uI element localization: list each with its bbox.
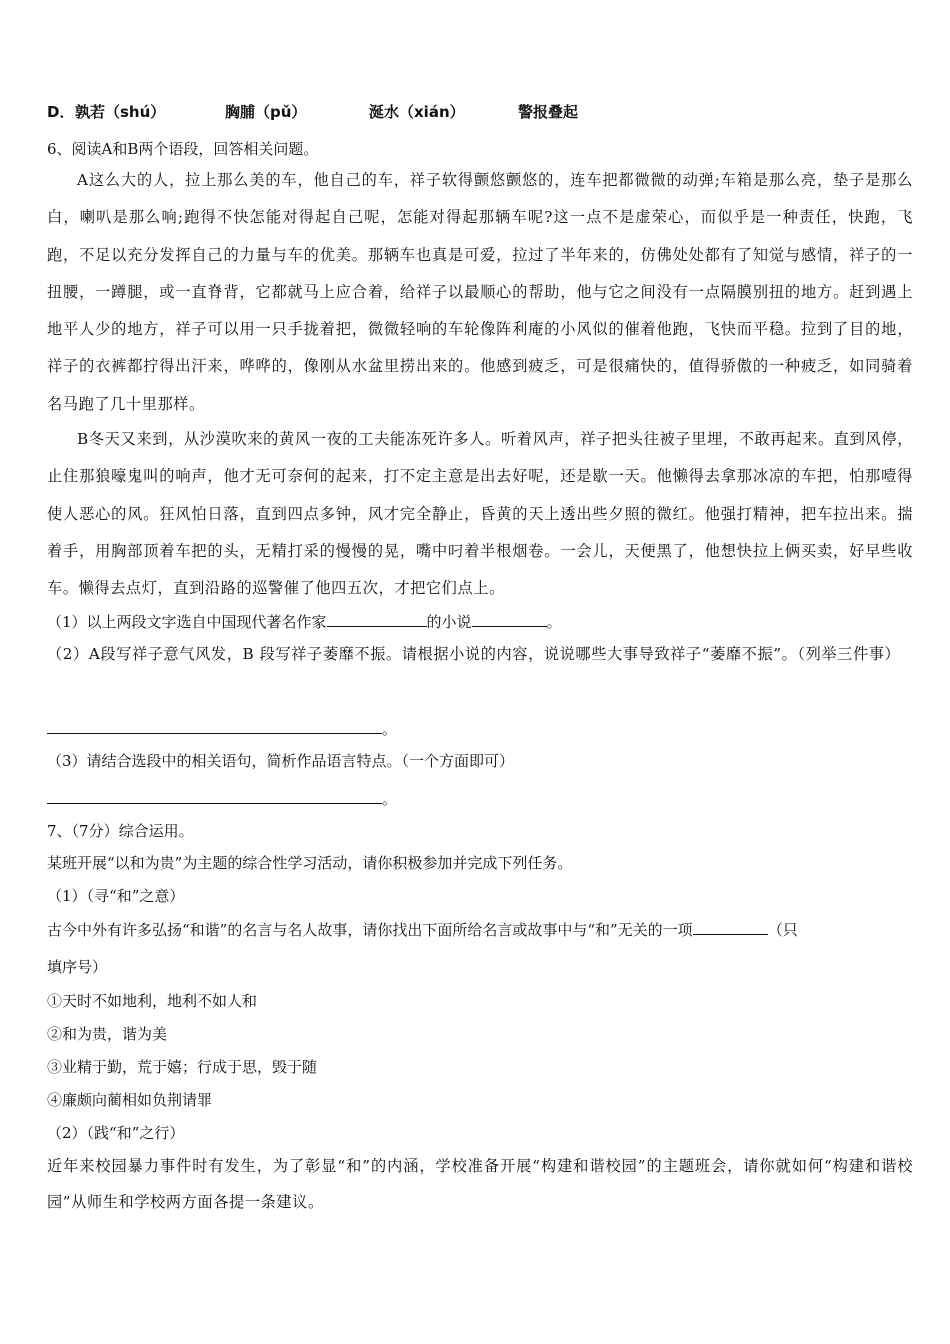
- option-d-label: D．: [47, 103, 75, 121]
- q6-passage-a: A这么大的人，拉上那么美的车，他自己的车，祥子软得颤悠颤悠的，连车把都微微的动弹;车箱是那么亮，垫子是那么白，喇叭是那么响;跑得不快怎能对得起自己呢，怎能对得起那辆车呢?这一点不是虚荣心，而似乎是一种责任，快跑，飞跑，不足以充分发挥自己的力量与车的优美。那辆车也真是可爱，拉过了半年来的，仿佛处处都有了知觉与感情，祥子的一扭腰，一蹲腿，或一直脊背，它都就马上应合着，给祥子以最顺心的帮助，他与它之间没有一点隔膜别扭的地方。赶到遇上地平人少的地方，祥子可以用一只手拢着把，微微轻响的车轮像阵利庵的小风似的催着他跑，飞快而平稳。拉到了目的地，祥子的衣裤都拧得出汗来，哗哗的，像刚从水盆里捞出来的。他感到疲乏，可是很痛快的，值得骄傲的一种疲乏，如同骑着名马跑了几十里那样。: [47, 171, 913, 413]
- q7-sub1-text-a: 古今中外有许多弘扬“和谐”的名言与名人故事，请你找出下面所给名言或故事中与“和”无关的一项: [47, 921, 693, 939]
- q6-sub2-answer: [47, 718, 397, 739]
- q6-sub1-text-a: （1）以上两段文字选自中国现代著名作家: [47, 613, 327, 631]
- author-blank[interactable]: [327, 612, 427, 627]
- q6-sub3-answer-line[interactable]: [47, 789, 382, 804]
- novel-blank[interactable]: [472, 612, 547, 627]
- q6-sub3: （3）请结合选段中的相关语句，简析作品语言特点。（一个方面即可）: [47, 752, 515, 770]
- q7-sub1-text-b-line1: （只: [767, 921, 798, 939]
- q7-sub1-title: （1）（寻“和”之意）: [47, 887, 185, 905]
- q7-sub2-title: （2）（践“和”之行）: [47, 1124, 185, 1142]
- q7-option-1: ①天时不如地利，地利不如人和: [47, 992, 258, 1010]
- q6-sub1-end: 。: [546, 613, 562, 631]
- q6-sub2: （2）A段写祥子意气风发，B 段写祥子萎靡不振。请根据小说的内容，说说哪些大事导致祥子“萎靡不振”。（列举三件事）: [47, 645, 901, 663]
- option-d-item-1: 孰若（shú）: [75, 103, 166, 121]
- q7-title: 7、（7分）综合运用。: [47, 822, 194, 840]
- q6-passage-b: B冬天又来到，从沙漠吹来的黄风一夜的工夫能冻死许多人。听着风声，祥子把头往被子里埋，不敢再起来。直到风停，止住那狼嚎鬼叫的响声，他才无可奈何的起来，打不定主意是出去好呢，还是歇一天。他懒得去拿那冰凉的车把，怕那噎得使人恶心的风。狂风怕日落，直到四点多钟，风才完全静止，昏黄的天上透出些夕照的微红。他强打精神，把车拉出来。揣着手，用胸部顶着车把的头，无精打采的慢慢的晃，嘴中叼着半根烟卷。一会儿，天便黑了，他想快拉上俩买卖，好早些收车。懒得去点灯，直到沿路的巡警催了他四五次，才把它们点上。: [47, 430, 913, 598]
- q6-sub1-text-b: 的小说: [426, 613, 472, 631]
- q7-sub1-blank[interactable]: [693, 920, 768, 935]
- option-d-item-2: 胸脯（pǔ）: [225, 103, 307, 121]
- q6-sub2-answer-end: 。: [382, 720, 398, 738]
- option-d-item-4: 警报叠起: [518, 103, 579, 121]
- q7-option-2: ②和为贵，谐为美: [47, 1025, 168, 1043]
- q6-sub3-answer-end: 。: [382, 790, 398, 808]
- q7-option-3: ③业精于勤，荒于嬉；行成于思，毁于随: [47, 1058, 318, 1076]
- q7-sub1-question: [47, 919, 798, 940]
- q6-sub2-answer-line[interactable]: [47, 719, 382, 734]
- q6-sub3-answer: [47, 788, 397, 809]
- option-d-item-3: 涎水（xián）: [369, 103, 465, 121]
- q6-title: 6、阅读A和B两个语段，回答相关问题。: [47, 140, 319, 158]
- q7-sub2-text: 近年来校园暴力事件时有发生，为了彰显“和”的内涵，学校准备开展“构建和谐校园”的主题班会，请你就如何“构建和谐校园”从师生和学校两方面各提一条建议。: [47, 1157, 913, 1211]
- q7-sub1-question-cont: 填序号）: [47, 958, 108, 976]
- q6-sub1: [47, 611, 562, 632]
- q7-option-4: ④廉颇向蔺相如负荆请罪: [47, 1091, 213, 1109]
- q7-intro: 某班开展“以和为贵”为主题的综合性学习活动，请你积极参加并完成下列任务。: [47, 854, 573, 872]
